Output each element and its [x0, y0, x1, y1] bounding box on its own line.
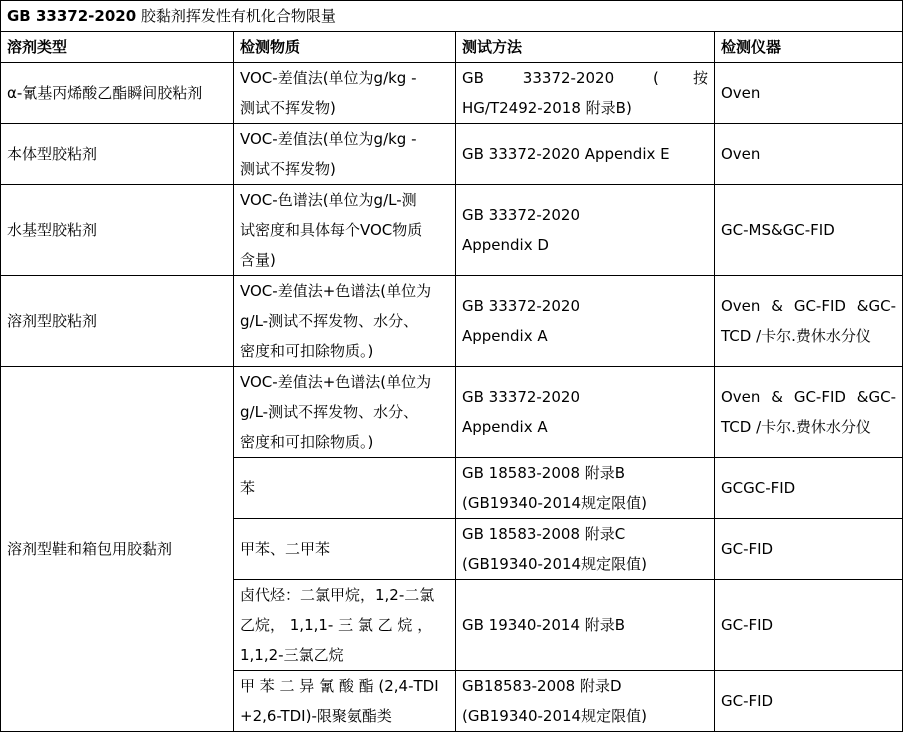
line: 甲苯、二甲苯: [240, 540, 331, 558]
header-test-substance: 检测物质: [234, 32, 456, 63]
cell-test-method: [456, 185, 715, 276]
line: GB 19340-2014 附录B: [462, 616, 626, 634]
cell-test-substance: [234, 458, 456, 519]
cell-instrument: [715, 671, 903, 732]
cell-solvent-type: 溶剂型胶粘剂: [1, 276, 234, 367]
cell-solvent-type: α-氰基丙烯酸乙酯瞬间胶粘剂: [1, 63, 234, 124]
line: (GB19340-2014规定限值): [462, 707, 647, 725]
line: Appendix A: [462, 327, 548, 345]
cell-test-substance: [234, 671, 456, 732]
table-row: [1, 185, 903, 276]
line: GC-FID: [721, 616, 774, 634]
cell-instrument: [715, 185, 903, 276]
line: Oven: [721, 84, 761, 102]
line: VOC-差值法+色谱法(单位为: [240, 373, 432, 391]
header-row: [1, 32, 903, 63]
line: GB 33372-2020: [462, 297, 580, 315]
cell-instrument: [715, 276, 903, 367]
cell-test-substance: [234, 276, 456, 367]
table-title-row: [1, 1, 903, 32]
line: Oven: [721, 145, 761, 163]
line: (GB19340-2014规定限值): [462, 555, 647, 573]
line: 密度和可扣除物质。): [240, 433, 374, 451]
cell-test-method: [456, 124, 715, 185]
cell-instrument: [715, 124, 903, 185]
line: GCGC-FID: [721, 479, 796, 497]
line: Appendix D: [462, 236, 549, 254]
line: 1,1,2-三氯乙烷: [240, 646, 344, 664]
cell-test-method: [456, 367, 715, 458]
line: GB 18583-2008 附录C: [462, 525, 626, 543]
line: VOC-差值法(单位为g/kg -: [240, 130, 417, 148]
cell-instrument: [715, 63, 903, 124]
line: 试密度和具体每个VOC物质: [240, 221, 423, 239]
header-solvent-type: 溶剂类型: [1, 32, 234, 63]
cell-instrument: [715, 458, 903, 519]
title-text: 胶黏剂挥发性有机化合物限量: [140, 7, 336, 25]
cell-test-method: [456, 63, 715, 124]
cell-test-substance: [234, 580, 456, 671]
line: GB 33372-2020 Appendix E: [462, 145, 670, 163]
cell-test-method: [456, 458, 715, 519]
cell-instrument: [715, 367, 903, 458]
header-test-method: 测试方法: [456, 32, 715, 63]
line: GC-MS&GC-FID: [721, 221, 835, 239]
title-standard: GB 33372-2020: [7, 7, 137, 25]
cell-test-method: [456, 580, 715, 671]
line: 含量): [240, 251, 276, 269]
line: Oven & GC-FID &GC-: [721, 297, 896, 315]
line: VOC-差值法(单位为g/kg -: [240, 69, 417, 87]
line: Appendix A: [462, 418, 548, 436]
line: 密度和可扣除物质。): [240, 342, 374, 360]
line: GB18583-2008 附录D: [462, 677, 622, 695]
cell-test-method: [456, 519, 715, 580]
cell-test-method: [456, 671, 715, 732]
line: 苯: [240, 479, 256, 497]
table-row: [1, 367, 903, 458]
cell-instrument: [715, 519, 903, 580]
header-instrument: 检测仪器: [715, 32, 903, 63]
line: GB 33372-2020: [462, 388, 580, 406]
line: +2,6-TDI)-限聚氨酯类: [240, 707, 392, 725]
cell-solvent-type: 水基型胶粘剂: [1, 185, 234, 276]
line: 测试不挥发物): [240, 99, 336, 117]
cell-solvent-type-group: 溶剂型鞋和箱包用胶黏剂: [1, 367, 234, 732]
line: (GB19340-2014规定限值): [462, 494, 647, 512]
table-row: [1, 276, 903, 367]
line: GB 33372-2020 (按: [462, 69, 708, 87]
cell-test-substance: [234, 124, 456, 185]
line: 乙烷， 1,1,1- 三 氯 乙 烷 ，: [240, 616, 433, 634]
table-title: [1, 1, 903, 32]
table-row: [1, 63, 903, 124]
line: 甲 苯 二 异 氰 酸 酯 (2,4-TDI: [240, 677, 439, 695]
cell-test-substance: [234, 185, 456, 276]
line: GB 18583-2008 附录B: [462, 464, 626, 482]
line: VOC-差值法+色谱法(单位为: [240, 282, 432, 300]
line: TCD /卡尔.费休水分仪: [721, 418, 871, 436]
line: TCD /卡尔.费休水分仪: [721, 327, 871, 345]
line: VOC-色谱法(单位为g/L-测: [240, 191, 417, 209]
line: GC-FID: [721, 692, 774, 710]
cell-test-substance: [234, 519, 456, 580]
line: HG/T2492-2018 附录B): [462, 99, 632, 117]
cell-solvent-type: 本体型胶粘剂: [1, 124, 234, 185]
table-row: [1, 124, 903, 185]
cell-instrument: [715, 580, 903, 671]
line: GB 33372-2020: [462, 206, 580, 224]
line: Oven & GC-FID &GC-: [721, 388, 896, 406]
line: 卤代烃：二氯甲烷，1,2-二氯: [240, 586, 435, 604]
cell-test-substance: [234, 63, 456, 124]
cell-test-substance: [234, 367, 456, 458]
line: g/L-测试不挥发物、水分、: [240, 403, 419, 421]
line: g/L-测试不挥发物、水分、: [240, 312, 419, 330]
line: GC-FID: [721, 540, 774, 558]
cell-test-method: [456, 276, 715, 367]
line: 测试不挥发物): [240, 160, 336, 178]
